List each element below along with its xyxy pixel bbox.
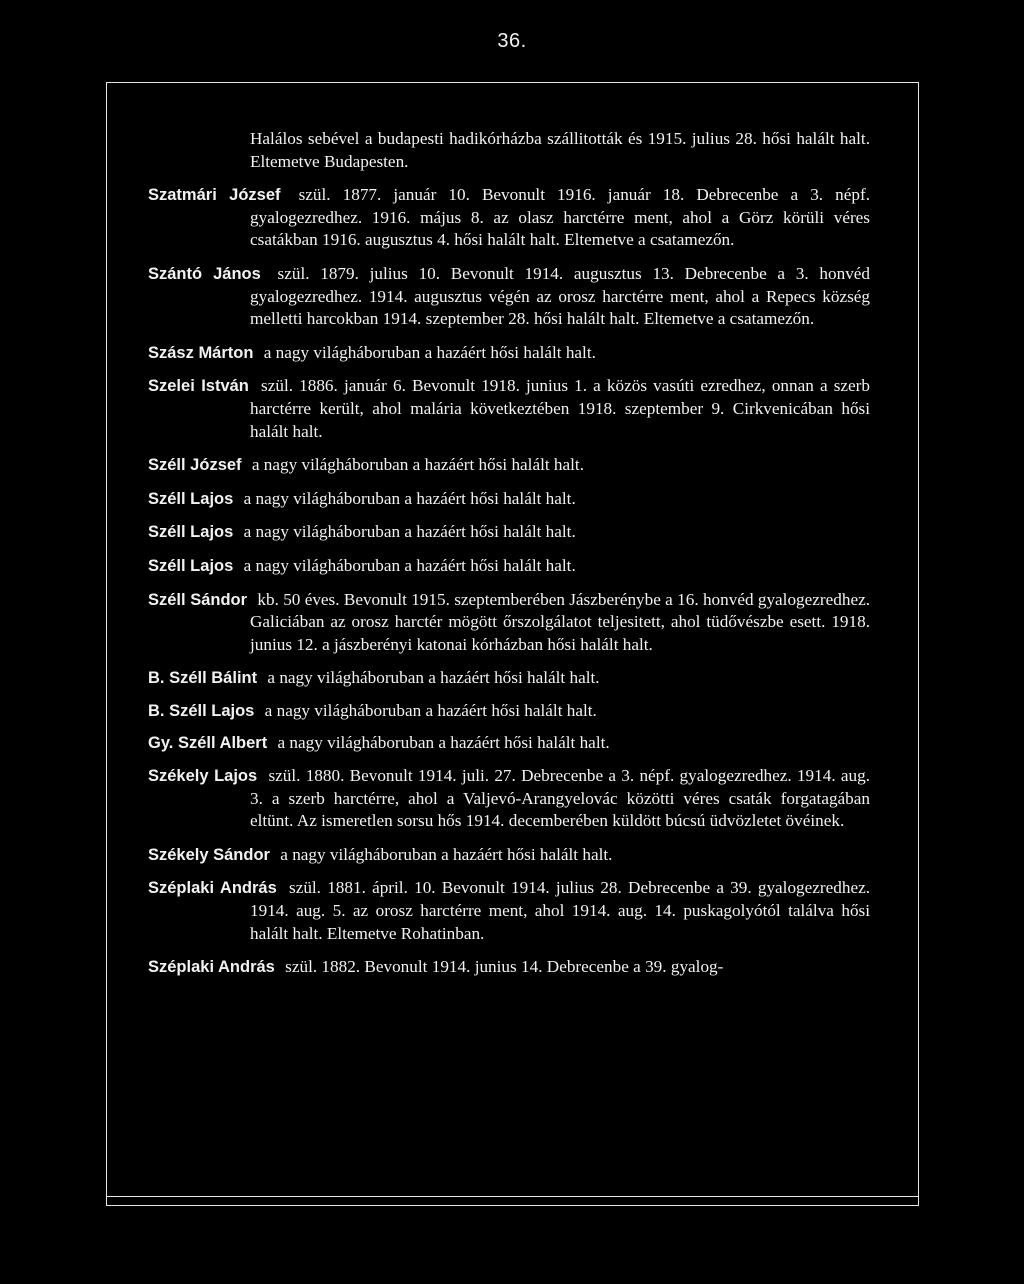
text-column <box>148 128 870 990</box>
entry <box>148 342 870 365</box>
entry-name: Szántó János <box>148 264 261 283</box>
entry-name: B. Széll Bálint <box>148 669 258 688</box>
entry <box>148 877 870 945</box>
entry-name: Szatmári József <box>148 186 281 205</box>
entry-text: Halálos sebével a budapesti hadikórházba szállitották és 1915. julius 28. hősi halált halt. Eltemetve Budapesten. <box>250 129 870 171</box>
entry-text: a nagy világháboruban a hazáért hősi halált halt. <box>277 733 610 753</box>
entry-text: a nagy világháboruban a hazáért hősi halált halt. <box>243 555 576 575</box>
entry <box>148 375 870 443</box>
entry-name: Székely Sándor <box>148 845 270 864</box>
entry <box>148 589 870 657</box>
entry <box>148 521 870 544</box>
entry-name: Gy. Széll Albert <box>148 734 268 753</box>
entry-name: Széll Sándor <box>148 590 248 609</box>
entry <box>148 555 870 578</box>
page-number: 36. <box>497 30 527 52</box>
entry-name: Széll Lajos <box>148 556 234 575</box>
entry-text: szül. 1877. január 10. Bevonult 1916. január 18. Debrecenbe a 3. népf. gyalogezredhez. 1916. május 8. az olasz harctérre ment, ahol a Görz körüli véres csatákban 1916. augusztus 4. hősi halált halt. Eltemetve a csatamezőn. <box>250 185 871 250</box>
entry-name: Széll József <box>148 456 242 475</box>
entry <box>148 184 870 252</box>
entry-text: a nagy világháboruban a hazáért hősi halált halt. <box>267 668 600 688</box>
entry-name: Szász Márton <box>148 343 254 362</box>
entry-name: Széplaki András <box>148 958 275 977</box>
entry <box>148 765 870 833</box>
entry-text: a nagy világháboruban a hazáért hősi halált halt. <box>263 342 596 362</box>
entry <box>148 667 870 690</box>
entry-text: szül. 1879. julius 10. Bevonult 1914. augusztus 13. Debrecenbe a 3. honvéd gyalogezredhez. 1914. augusztus végén az orosz harctérre ment, ahol a Repecs község melletti harcokban 1914. szeptember 28. hősi halált halt. Eltemetve a csatamezőn. <box>250 263 871 329</box>
entry <box>148 488 870 511</box>
entry <box>148 732 870 755</box>
entry-continuation <box>148 128 870 173</box>
entry <box>148 700 870 723</box>
entry <box>148 844 870 867</box>
frame-bottom-rule <box>106 1196 919 1197</box>
entry-text: kb. 50 éves. Bevonult 1915. szeptemberében Jászberénybe a 16. honvéd gyalogezredhez. Galiciában az orosz harctér mögött őrszolgálatot teljesitett, ahol tüdővészbe esett. 1918. junius 12. a jászberényi katonai kórházban hősi halált halt. <box>250 589 870 654</box>
entry-text: a nagy világháboruban a hazáért hősi halált halt. <box>243 488 576 508</box>
entry-name: Széll Lajos <box>148 523 234 542</box>
entry-text: a nagy világháboruban a hazáért hősi halált halt. <box>251 455 585 475</box>
entry-name: Szelei István <box>148 377 249 396</box>
entry-text: a nagy világháboruban a hazáért hősi halált halt. <box>280 844 613 864</box>
entry <box>148 454 870 477</box>
entry <box>148 263 870 331</box>
entry-text: a nagy világháboruban a hazáért hősi halált halt. <box>243 522 576 542</box>
entry-text: a nagy világháboruban a hazáért hősi halált halt. <box>264 700 597 720</box>
entry-name: Széll Lajos <box>148 489 234 508</box>
entry-text: szül. 1881. ápril. 10. Bevonult 1914. julius 28. Debrecenbe a 39. gyalogezredhez. 1914. aug. 5. az orosz harctérre ment, ahol 1914. aug. 14. puskagolyótól találva hősi halált halt. Eltemetve Rohatinban. <box>250 878 870 943</box>
entry-name: B. Széll Lajos <box>148 701 255 720</box>
entry <box>148 956 870 979</box>
entry-text: szül. 1882. Bevonult 1914. junius 14. Debrecenbe a 39. gyalog- <box>285 957 724 977</box>
entry-name: Székely Lajos <box>148 767 258 786</box>
entry-name: Széplaki András <box>148 879 277 898</box>
entry-text: szül. 1880. Bevonult 1914. juli. 27. Debrecenbe a 3. népf. gyalogezredhez. 1914. aug. 3. a szerb harctérre, ahol a Valjevó-Arangyelovác közötti véres csaták forgatagában eltünt. Az ismeretlen sorsu hős 1914. decemberében küldött búcsú üdvözletet övéinek. <box>250 766 870 831</box>
entry-text: szül. 1886. január 6. Bevonult 1918. junius 1. a közös vasúti ezredhez, onnan a szerb harctérre került, ahol malária következtében 1918. szeptember 9. Cirkvenicában hősi halált halt. <box>250 376 870 441</box>
